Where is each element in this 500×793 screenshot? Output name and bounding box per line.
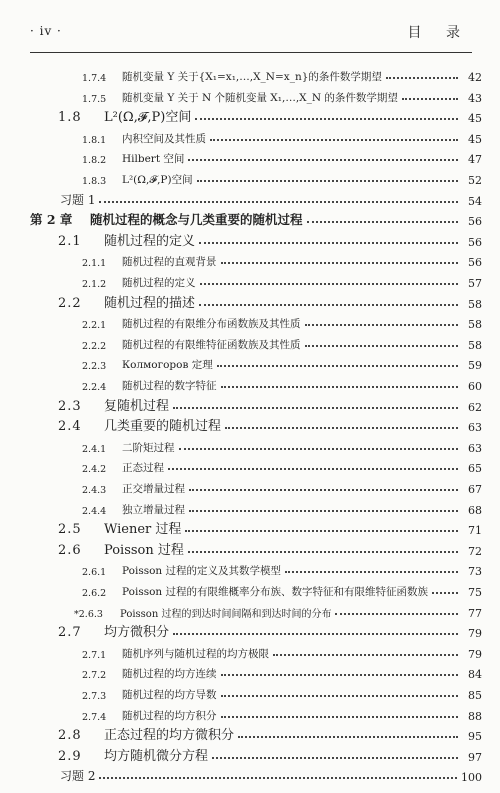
toc-entry[interactable] — [0, 124, 482, 146]
dot-leader — [402, 98, 458, 100]
toc-entry[interactable] — [0, 247, 482, 269]
dot-leader — [188, 159, 458, 161]
dot-leader — [188, 551, 458, 553]
toc-entry-title: 随机过程的均方导数 — [122, 689, 217, 701]
toc-entry-title: 随机过程的数字特征 — [122, 380, 217, 392]
toc-entry-number: 2.2.4 — [82, 382, 107, 393]
toc-entry-title: Hilbert 空间 — [122, 153, 185, 165]
toc-entry-number: *2.6.3 — [74, 609, 103, 620]
toc-entry-title: 二阶矩过程 — [122, 442, 175, 454]
dot-leader — [221, 695, 459, 697]
toc-entry[interactable] — [0, 309, 482, 331]
toc-entry-page: 72 — [468, 545, 482, 558]
toc-entry-page: 58 — [468, 298, 482, 311]
toc-entry-number: 2.6 — [58, 543, 82, 558]
toc-entry-number: 2.2.2 — [82, 341, 107, 352]
toc-entry-title: L²(Ω,𝓕,P)空间 — [104, 110, 192, 125]
dot-leader — [173, 633, 458, 635]
toc-entry-page: 88 — [468, 710, 482, 723]
toc-entry-title: 随机过程的定义 — [104, 234, 196, 249]
dot-leader — [195, 118, 458, 120]
toc-entry-title: 习题 2 — [60, 769, 96, 783]
dot-leader — [179, 448, 459, 450]
toc-entry[interactable] — [0, 330, 482, 352]
toc-entry-page: 79 — [468, 648, 482, 661]
toc-entry-number: 2.8 — [58, 728, 82, 743]
header-title: 目 录 — [407, 25, 470, 41]
toc-entry-number: 2.7.2 — [82, 670, 107, 681]
toc-entry-number: 2.2.3 — [82, 361, 107, 372]
toc-entry[interactable] — [0, 515, 482, 537]
dot-leader — [173, 407, 458, 409]
toc-entry-title: 随机过程的均方连续 — [122, 668, 217, 680]
toc-entry-number: 1.7.5 — [82, 94, 107, 105]
toc-entry[interactable] — [0, 536, 482, 558]
toc-entry-page: 65 — [468, 462, 482, 475]
toc-exercises[interactable] — [0, 762, 482, 784]
toc-entry-number: 2.4 — [58, 419, 82, 434]
toc-entry[interactable] — [0, 577, 482, 599]
dot-leader — [99, 777, 457, 779]
toc-entry-number: 2.7.1 — [82, 650, 107, 661]
toc-entry-number: 2.7.3 — [82, 691, 107, 702]
toc-entry-page: 68 — [468, 504, 482, 517]
toc-entry[interactable] — [0, 371, 482, 393]
dot-leader — [199, 304, 458, 306]
toc-entry-number: 1.8.1 — [82, 135, 107, 146]
dot-leader — [432, 592, 458, 594]
dot-leader — [185, 530, 458, 532]
page-header — [30, 16, 472, 44]
toc-entry[interactable] — [0, 742, 482, 764]
toc-entry-title: 随机过程的有限维特征函数族及其性质 — [122, 339, 301, 351]
toc-entry-page: 85 — [468, 689, 482, 702]
toc-entry[interactable] — [0, 680, 482, 702]
toc-entry-title: 习题 1 — [60, 193, 96, 207]
toc-entry-number: 1.8 — [58, 110, 82, 125]
toc-entry-page: 59 — [468, 359, 482, 372]
toc-entry-page: 97 — [468, 751, 482, 764]
toc-entry-title: 正交增量过程 — [122, 483, 185, 495]
toc-entry-title: 随机过程的定义 — [122, 277, 196, 289]
toc-entry-page: 60 — [468, 380, 482, 393]
dot-leader — [189, 489, 458, 491]
page-number-label: · iv · — [30, 24, 62, 38]
toc-entry-page: 52 — [468, 174, 482, 187]
toc-entry-page: 56 — [468, 256, 482, 269]
toc-entry[interactable] — [0, 268, 482, 290]
toc-entry-number: 2.4.2 — [82, 464, 107, 475]
toc-entry-page: 100 — [461, 771, 482, 784]
toc-entry-number: 2.9 — [58, 749, 82, 764]
toc-entry[interactable] — [0, 474, 482, 496]
toc-entry[interactable] — [0, 659, 482, 681]
toc-entry-page: 42 — [468, 71, 482, 84]
dot-leader — [305, 324, 459, 326]
toc-entry-page: 58 — [468, 339, 482, 352]
toc-entry-page: 57 — [468, 277, 482, 290]
toc-entry-title: 独立增量过程 — [122, 504, 185, 516]
toc-entry-page: 71 — [468, 524, 482, 537]
toc-entry-title: 几类重要的随机过程 — [104, 419, 222, 434]
toc-entry[interactable] — [0, 103, 482, 125]
toc-entry-number: 2.2.1 — [82, 320, 107, 331]
dot-leader — [335, 613, 458, 615]
toc-entry-number: 2.3 — [58, 399, 82, 414]
dot-leader — [99, 201, 458, 203]
toc-entry[interactable] — [0, 433, 482, 455]
toc-entry-page: 58 — [468, 318, 482, 331]
toc-entry-number: 2.4.1 — [82, 444, 107, 455]
toc-entry-page: 43 — [468, 92, 482, 105]
toc-entry-title: Poisson 过程的定义及其数学模型 — [122, 565, 282, 577]
toc-entry[interactable] — [0, 392, 482, 414]
toc-entry-title: 正态过程 — [122, 462, 164, 474]
toc-entry[interactable] — [0, 165, 482, 187]
toc-entry[interactable] — [0, 227, 482, 249]
toc-entry-title: 随机变量 Y 关于{X₁=x₁,…,X_N=x_n}的条件数学期望 — [122, 71, 382, 83]
toc-entry-number: 2.7 — [58, 625, 82, 640]
dot-leader — [210, 139, 458, 141]
toc-entry-title: 复随机过程 — [104, 399, 170, 414]
header-rule — [30, 52, 472, 53]
toc-entry-number: 2.6.2 — [82, 588, 107, 599]
toc-entry-title: Колмогоров 定理 — [122, 359, 213, 371]
toc-entry-page: 56 — [468, 215, 482, 228]
toc-entry-number: 1.8.3 — [82, 176, 107, 187]
dot-leader — [221, 386, 459, 388]
toc-entry-number: 2.4.3 — [82, 485, 107, 496]
dot-leader — [200, 283, 459, 285]
toc-entry-page: 54 — [468, 195, 482, 208]
toc-entry-title: 均方微积分 — [104, 625, 170, 640]
toc-entry-title: 正态过程的均方微积分 — [104, 728, 235, 743]
dot-leader — [386, 77, 458, 79]
dot-leader — [189, 510, 458, 512]
dot-leader — [273, 654, 458, 656]
dot-leader — [221, 716, 459, 718]
toc-entry-number: 2.4.4 — [82, 506, 107, 517]
toc-entry-page: 75 — [468, 586, 482, 599]
toc-entry-title: 随机过程的描述 — [104, 296, 196, 311]
toc-entry[interactable] — [0, 412, 482, 434]
toc-entry-number: 2.1 — [58, 234, 82, 249]
dot-leader — [238, 736, 458, 738]
toc-entry-title: Poisson 过程的有限维概率分布族、数字特征和有限维特征函数族 — [122, 586, 429, 598]
toc-entry[interactable] — [0, 701, 482, 723]
toc-entry-page: 45 — [468, 133, 482, 146]
toc-entry[interactable] — [0, 144, 482, 166]
toc-entry-page: 63 — [468, 421, 482, 434]
dot-leader — [285, 571, 458, 573]
toc-entry-number: 2.5 — [58, 522, 82, 537]
dot-leader — [217, 365, 458, 367]
toc-entry[interactable] — [0, 721, 482, 743]
dot-leader — [212, 757, 458, 759]
toc-entry-page: 63 — [468, 442, 482, 455]
dot-leader — [225, 427, 458, 429]
toc-entry-number: 2.7.4 — [82, 712, 107, 723]
toc-entry-page: 95 — [468, 730, 482, 743]
toc-entry-number: 2.1.1 — [82, 258, 107, 269]
toc-entry-title: Poisson 过程 — [104, 543, 184, 558]
toc-entry[interactable] — [0, 83, 482, 105]
toc-chapter[interactable] — [0, 206, 482, 228]
dot-leader — [199, 242, 458, 244]
dot-leader — [197, 180, 458, 182]
toc-entry-page: 67 — [468, 483, 482, 496]
toc-exercises[interactable] — [0, 186, 482, 208]
toc-entry-title: 随机过程的概念与几类重要的随机过程 — [90, 212, 303, 227]
toc-entry-page: 77 — [468, 607, 482, 620]
toc-entry-number: 1.7.4 — [82, 73, 107, 84]
toc-entry-title: 内积空间及其性质 — [122, 133, 206, 145]
toc-entry-title: 随机过程的直观背景 — [122, 256, 217, 268]
toc-entry-number: 2.6.1 — [82, 567, 107, 578]
toc-entry-title: 随机过程的均方积分 — [122, 710, 217, 722]
dot-leader — [221, 262, 459, 264]
toc-entry-page: 84 — [468, 668, 482, 681]
toc-entry-page: 56 — [468, 236, 482, 249]
toc-entry[interactable] — [0, 556, 482, 578]
dot-leader — [307, 221, 458, 223]
toc-entry-number: 1.8.2 — [82, 155, 107, 166]
toc-entry-page: 79 — [468, 627, 482, 640]
toc-entry[interactable] — [0, 639, 482, 661]
dot-leader — [168, 468, 458, 470]
toc-entry-title: L²(Ω,𝓕,P)空间 — [122, 174, 193, 186]
toc-entry[interactable] — [0, 495, 482, 517]
toc-entry-page: 73 — [468, 565, 482, 578]
toc-entry-number: 第 2 章 — [30, 212, 73, 227]
toc-entry[interactable] — [0, 289, 482, 311]
dot-leader — [305, 345, 459, 347]
toc-entry[interactable] — [0, 350, 482, 372]
toc-entry-page: 47 — [468, 153, 482, 166]
toc-entry-title: Poisson 过程的到达时间间隔和到达时间的分布 — [120, 609, 332, 620]
toc-entry-title: 随机过程的有限维分布函数族及其性质 — [122, 318, 301, 330]
toc-entry[interactable] — [0, 598, 482, 620]
toc-entry-title: 均方随机微分方程 — [104, 749, 209, 764]
dot-leader — [221, 674, 459, 676]
toc-entry-page: 45 — [468, 112, 482, 125]
toc-entry-number: 2.2 — [58, 296, 82, 311]
toc-entry-title: Wiener 过程 — [104, 522, 182, 537]
toc-entry-page: 62 — [468, 401, 482, 414]
toc-entry-title: 随机变量 Y 关于 N 个随机变量 X₁,…,X_N 的条件数学期望 — [122, 92, 398, 104]
toc-entry[interactable] — [0, 62, 482, 84]
toc-entry-number: 2.1.2 — [82, 279, 107, 290]
toc-entry-title: 随机序列与随机过程的均方极限 — [122, 648, 269, 660]
toc-entry[interactable] — [0, 618, 482, 640]
toc-entry[interactable] — [0, 453, 482, 475]
